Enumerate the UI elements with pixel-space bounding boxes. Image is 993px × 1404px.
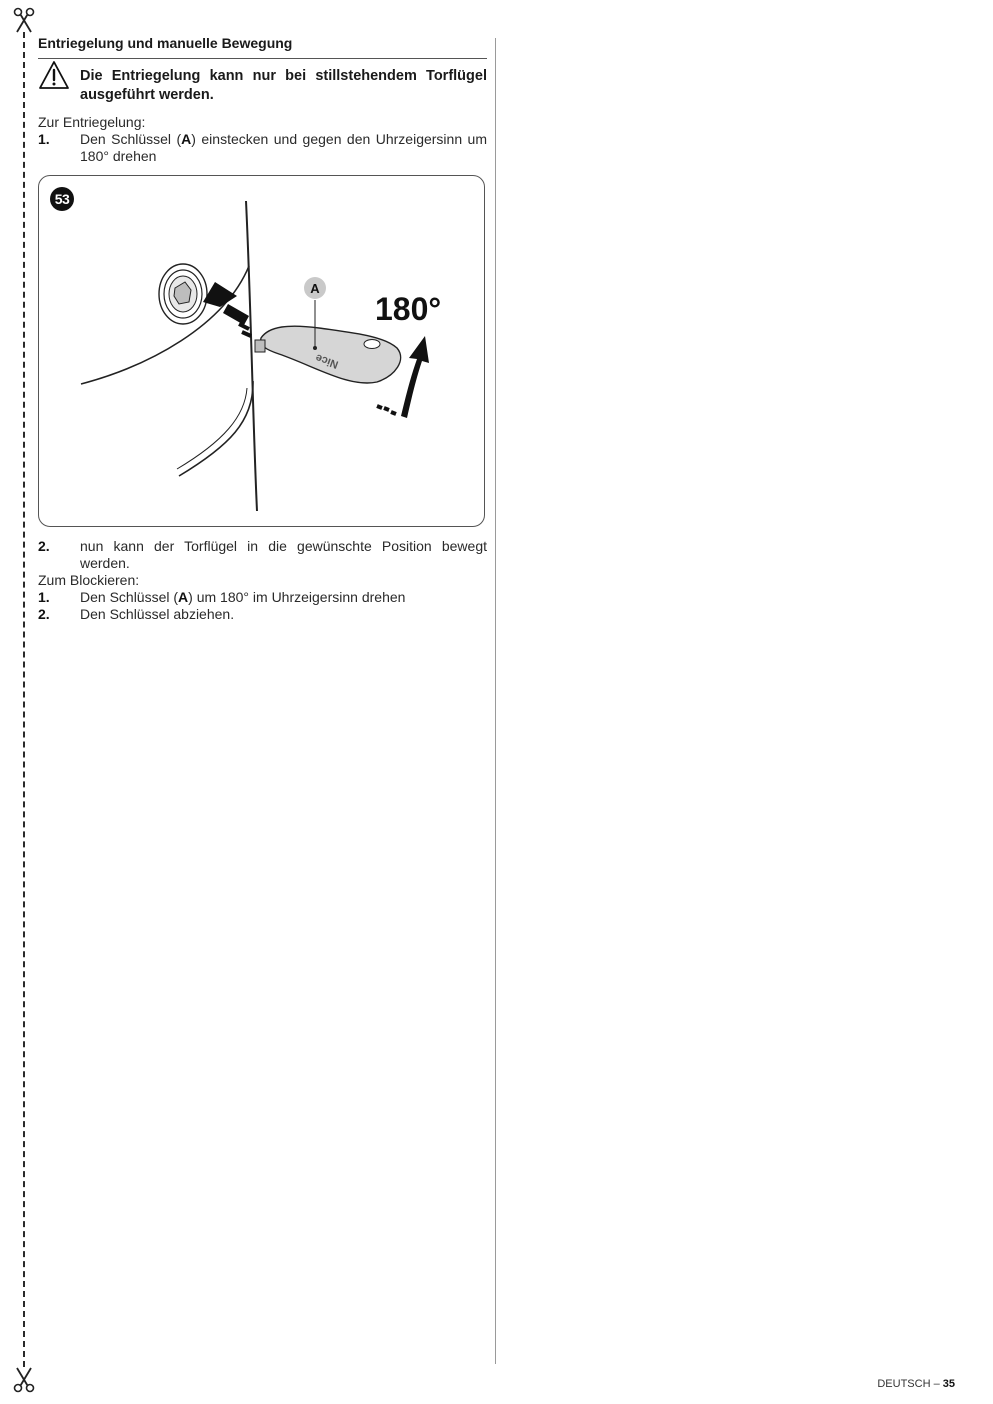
scissors-icon [10,6,38,34]
cut-line [23,32,25,1367]
unlock-step-1 [38,131,487,165]
footer-language: DEUTSCH – [877,1378,943,1390]
key-reference: A [181,131,192,147]
step-text: Den Schlüssel (A) um 180° im Uhrzeigersinn drehen [80,589,406,605]
key-reference: A [178,589,189,605]
step-number: 1. [38,131,50,147]
unlock-intro: Zur Entriegelung: [38,114,146,130]
step-text: Den Schlüssel (A) einstecken und gegen den Uhrzeigersinn um 180° drehen [80,131,487,164]
step-text: nun kann der Torflügel in die gewünschte Position bewegt werden. [80,538,487,571]
warning-text: Die Entriegelung kann nur bei stillstehendem Torflügel ausgeführt werden. [80,68,487,103]
unlock-step-2 [38,538,487,572]
key-brand-text: Nice [314,351,341,371]
page-footer [877,1378,955,1390]
callout-a: A [304,277,326,299]
step-number: 2. [38,538,50,554]
lock-intro: Zum Blockieren: [38,572,140,588]
key-illustration [39,176,485,527]
warning-icon [38,60,70,90]
step-number: 2. [38,606,50,622]
page-number: 35 [942,1378,955,1390]
step-number: 1. [38,589,50,605]
lock-step-1 [38,589,487,606]
scissors-icon [10,1366,38,1394]
figure-number-badge: 53 [50,187,74,211]
lock-step-2 [38,606,487,623]
figure-53 [38,175,485,527]
section-heading: Entriegelung und manuelle Bewegung [38,35,487,59]
rotation-angle-label: 180° [375,291,442,327]
column-divider [495,38,496,1364]
step-text: Den Schlüssel abziehen. [80,606,235,622]
